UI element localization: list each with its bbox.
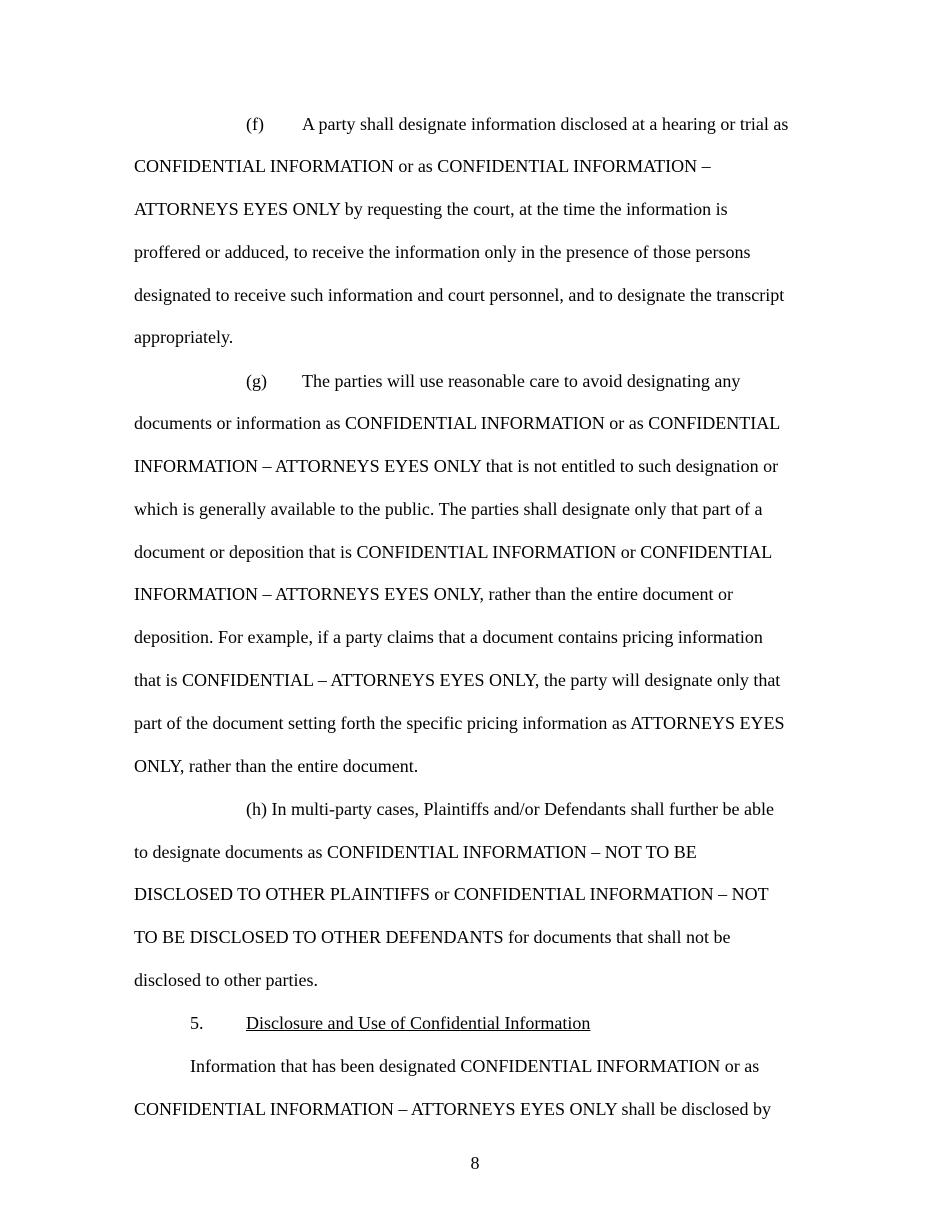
page-number: 8 <box>470 1153 480 1173</box>
paragraph-line: A party shall designate information disclosed at a hearing or trial as <box>302 114 789 134</box>
paragraph-line: Information that has been designated CONFIDENTIAL INFORMATION or as <box>190 1056 760 1076</box>
paragraph-line: ONLY, rather than the entire document. <box>134 756 419 776</box>
paragraph-line: part of the document setting forth the specific pricing information as ATTORNEYS EYES <box>134 713 785 733</box>
section-heading: Disclosure and Use of Confidential Information <box>246 1013 591 1033</box>
paragraph-line: documents or information as CONFIDENTIAL INFORMATION or as CONFIDENTIAL <box>134 413 781 433</box>
paragraph-line: DISCLOSED TO OTHER PLAINTIFFS or CONFIDENTIAL INFORMATION – NOT <box>134 884 769 904</box>
paragraph-line: CONFIDENTIAL INFORMATION – ATTORNEYS EYES ONLY shall be disclosed by <box>134 1099 772 1119</box>
paragraph-line: proffered or adduced, to receive the information only in the presence of those persons <box>134 242 751 262</box>
paragraph-line: to designate documents as CONFIDENTIAL INFORMATION – NOT TO BE <box>134 842 697 862</box>
section-number: 5. <box>190 1013 204 1033</box>
paragraph-line: that is CONFIDENTIAL – ATTORNEYS EYES ONLY, the party will designate only that <box>134 670 781 690</box>
paragraph-line: INFORMATION – ATTORNEYS EYES ONLY, rather than the entire document or <box>134 584 733 604</box>
paragraph-label-g: (g) <box>246 371 267 391</box>
paragraph-line: disclosed to other parties. <box>134 970 318 990</box>
paragraph-line: ATTORNEYS EYES ONLY by requesting the court, at the time the information is <box>134 199 728 219</box>
paragraph-line: TO BE DISCLOSED TO OTHER DEFENDANTS for documents that shall not be <box>134 927 731 947</box>
paragraph-label-f: (f) <box>246 114 264 134</box>
paragraph-line: which is generally available to the public. The parties shall designate only that part of a <box>134 499 763 519</box>
paragraph-line: document or deposition that is CONFIDENTIAL INFORMATION or CONFIDENTIAL <box>134 542 773 562</box>
paragraph-line: (h) In multi-party cases, Plaintiffs and/or Defendants shall further be able <box>246 799 775 819</box>
paragraph-line: designated to receive such information and court personnel, and to designate the transcript <box>134 285 785 305</box>
paragraph-line: CONFIDENTIAL INFORMATION or as CONFIDENTIAL INFORMATION – <box>134 156 711 176</box>
paragraph-line: appropriately. <box>134 327 234 347</box>
paragraph-line: The parties will use reasonable care to avoid designating any <box>302 371 741 391</box>
paragraph-line: deposition. For example, if a party claims that a document contains pricing information <box>134 627 763 647</box>
paragraph-line: INFORMATION – ATTORNEYS EYES ONLY that is not entitled to such designation or <box>134 456 779 476</box>
